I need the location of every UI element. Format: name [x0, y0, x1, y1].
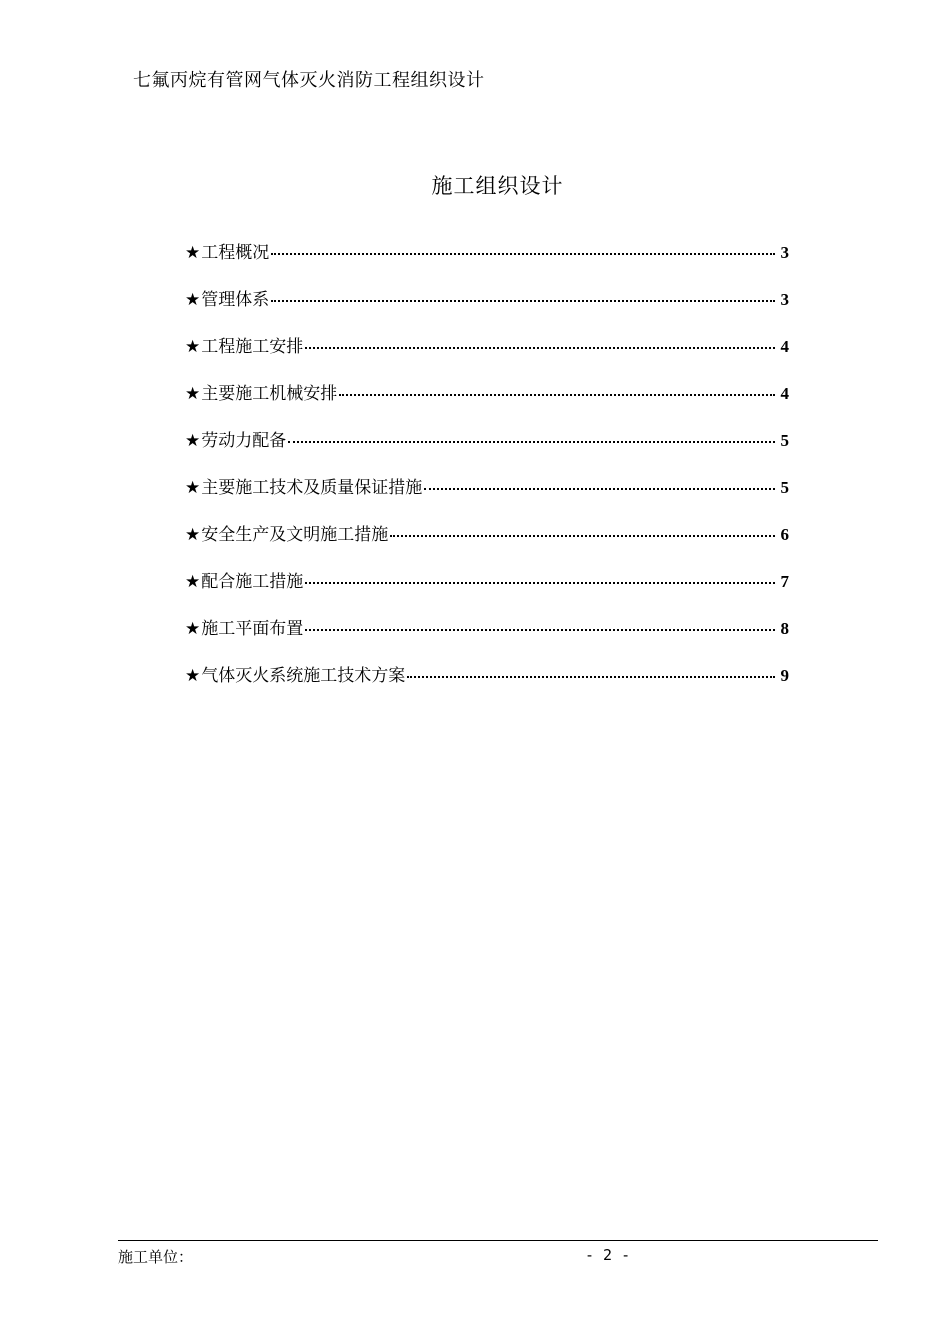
footer-divider	[118, 1240, 878, 1241]
toc-page-number: 5	[780, 478, 789, 497]
toc-entry-title: 劳动力配备	[201, 431, 287, 451]
dot-leader	[390, 535, 775, 537]
dot-leader	[271, 300, 775, 302]
star-icon: ★	[185, 384, 201, 404]
toc-page-number: 4	[780, 384, 789, 403]
star-icon: ★	[185, 478, 201, 498]
toc-entry-title: 工程概况	[201, 243, 270, 263]
toc-page-number: 3	[780, 243, 789, 262]
toc-entry[interactable]	[185, 520, 789, 567]
toc-entry-title: 主要施工机械安排	[201, 384, 338, 404]
toc-entry[interactable]	[185, 332, 789, 379]
dot-leader	[305, 347, 775, 349]
star-icon: ★	[185, 243, 201, 263]
toc-page-number: 9	[780, 666, 789, 685]
toc-entry-title: 配合施工措施	[201, 572, 304, 592]
toc-entry-title: 气体灭火系统施工技术方案	[201, 666, 406, 686]
star-icon: ★	[185, 572, 201, 592]
running-header: 七氟丙烷有管网气体灭火消防工程组织设计	[133, 70, 485, 91]
toc-page-number: 3	[780, 290, 789, 309]
footer-page-number: - 2 -	[585, 1246, 631, 1264]
dot-leader	[288, 441, 775, 443]
toc-entry[interactable]	[185, 614, 789, 661]
toc-entry-title: 主要施工技术及质量保证措施	[201, 478, 423, 498]
toc-entry[interactable]	[185, 426, 789, 473]
star-icon: ★	[185, 431, 201, 451]
star-icon: ★	[185, 290, 201, 310]
toc-page-number: 5	[780, 431, 789, 450]
dot-leader	[271, 253, 775, 255]
star-icon: ★	[185, 666, 201, 686]
toc-entry[interactable]	[185, 238, 789, 285]
dot-leader	[305, 582, 775, 584]
toc-entry-title: 工程施工安排	[201, 337, 304, 357]
dot-leader	[407, 676, 775, 678]
toc-entry[interactable]	[185, 285, 789, 332]
toc-entry[interactable]	[185, 661, 789, 708]
toc-entry-title: 管理体系	[201, 290, 270, 310]
dot-leader	[339, 394, 775, 396]
document-title: 施工组织设计	[431, 174, 564, 198]
toc-entry-title: 施工平面布置	[201, 619, 304, 639]
toc-page-number: 8	[780, 619, 789, 638]
star-icon: ★	[185, 525, 201, 545]
toc-entry[interactable]	[185, 473, 789, 520]
star-icon: ★	[185, 619, 201, 639]
toc-entry-title: 安全生产及文明施工措施	[201, 525, 389, 545]
toc-page-number: 4	[780, 337, 789, 356]
dot-leader	[424, 488, 775, 490]
toc-page-number: 6	[780, 525, 789, 544]
dot-leader	[305, 629, 775, 631]
toc-page-number: 7	[780, 572, 789, 591]
toc-entry[interactable]	[185, 567, 789, 614]
star-icon: ★	[185, 337, 201, 357]
toc-entry[interactable]	[185, 379, 789, 426]
footer-unit-label: 施工单位：	[118, 1248, 194, 1266]
table-of-contents	[185, 238, 789, 708]
